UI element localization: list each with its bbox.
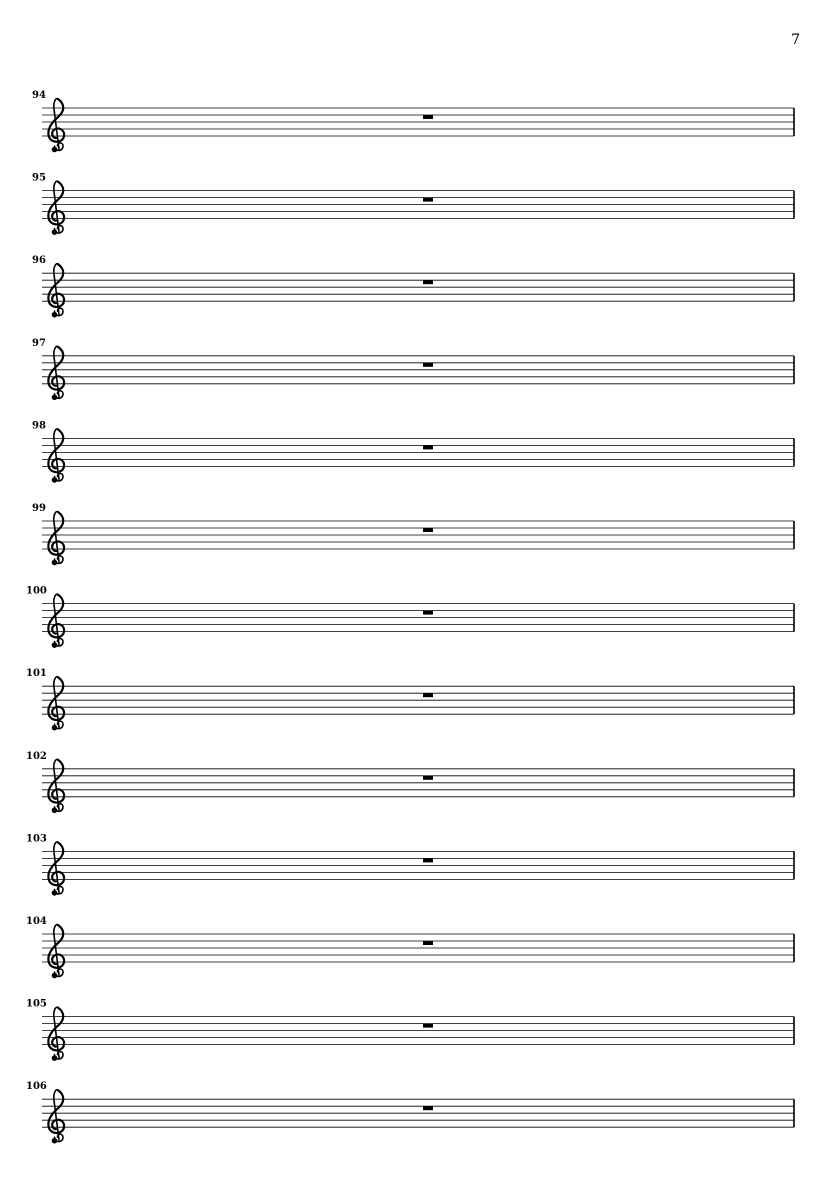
staff-system <box>26 751 794 813</box>
treble-clef-icon <box>48 429 64 483</box>
whole-rest-icon <box>423 363 433 367</box>
treble-clef-icon <box>48 512 64 566</box>
treble-clef-icon <box>48 925 64 979</box>
whole-rest-icon <box>423 198 433 202</box>
measure-number: 101 <box>26 668 47 680</box>
treble-clef-icon <box>48 759 64 813</box>
staff-system <box>26 586 794 648</box>
whole-rest-icon <box>423 941 433 945</box>
whole-rest-icon <box>423 445 433 449</box>
measure-number: 97 <box>32 337 46 349</box>
measure-number: 95 <box>32 172 46 184</box>
staff-system <box>26 916 794 978</box>
page-number: 7 <box>791 32 800 48</box>
staff-system <box>32 338 794 400</box>
treble-clef-icon <box>48 677 64 731</box>
whole-rest-icon <box>423 115 433 119</box>
measure-number: 94 <box>32 90 46 101</box>
measure-number: 100 <box>26 585 47 597</box>
measure-number: 104 <box>26 916 47 927</box>
staff-system <box>26 833 794 895</box>
whole-rest-icon <box>423 528 433 532</box>
whole-rest-icon <box>423 1106 433 1110</box>
whole-rest-icon <box>423 693 433 697</box>
staff-system <box>32 420 794 482</box>
measure-number: 102 <box>26 750 47 762</box>
staff-system <box>26 668 794 730</box>
whole-rest-icon <box>423 776 433 780</box>
whole-rest-icon <box>423 611 433 615</box>
staff-system <box>32 90 794 152</box>
measure-number: 96 <box>32 255 46 267</box>
measure-number: 99 <box>32 503 46 514</box>
treble-clef-icon <box>48 842 64 896</box>
measure-number: 105 <box>26 998 47 1010</box>
treble-clef-icon <box>48 346 64 400</box>
whole-rest-icon <box>423 280 433 284</box>
whole-rest-icon <box>423 858 433 862</box>
measure-number: 98 <box>32 420 46 432</box>
treble-clef-icon <box>48 99 64 153</box>
staff-system <box>32 503 794 565</box>
measure-number: 103 <box>26 833 47 845</box>
staff-system <box>32 255 794 317</box>
whole-rest-icon <box>423 1024 433 1028</box>
treble-clef-icon <box>48 264 64 318</box>
treble-clef-icon <box>48 1007 64 1061</box>
staff-system <box>32 173 794 235</box>
treble-clef-icon <box>48 594 64 648</box>
treble-clef-icon <box>48 1090 64 1144</box>
measure-number: 106 <box>26 1081 47 1093</box>
treble-clef-icon <box>48 181 64 235</box>
staff-system <box>26 1081 794 1143</box>
staff-system <box>26 999 794 1061</box>
